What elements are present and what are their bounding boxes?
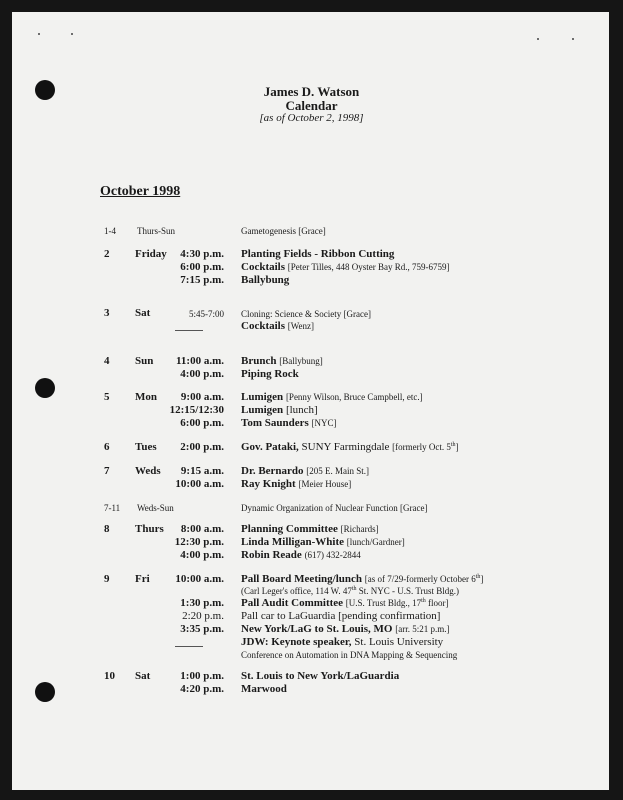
- entry-text: Planning Committee [Richards]: [241, 523, 379, 535]
- entry-text: Ballybung: [241, 274, 290, 286]
- entry-time: 9:00 a.m.: [180, 391, 224, 403]
- entry-text: Piping Rock: [241, 368, 299, 380]
- punch-hole: [35, 378, 55, 398]
- entry-text: Lumigen [Penny Wilson, Bruce Campbell, etc.]: [241, 391, 423, 403]
- entry-text: Linda Milligan-White [lunch/Gardner]: [241, 536, 405, 548]
- entry-day: Thurs-Sun: [137, 226, 175, 236]
- entry-date: 1-4: [104, 226, 116, 236]
- entry-day: Fri: [135, 573, 150, 585]
- entry-note: (Carl Leger's office, 114 W. 47th St. NYC - U.S. Trust Bldg.): [241, 586, 460, 596]
- entry-date: 2: [104, 248, 110, 260]
- entry-text: Dynamic Organization of Nuclear Function [Grace]: [241, 503, 428, 513]
- entry-text: Pall Board Meeting/lunch [as of 7/29-formerly October 6th]: [241, 573, 484, 585]
- entry-day: Sat: [135, 307, 151, 319]
- entry-date: 7: [104, 465, 110, 477]
- blank-line: [175, 330, 203, 331]
- entry-text: Cocktails [Peter Tilles, 448 Oyster Bay Rd., 759-6759]: [241, 261, 450, 273]
- entry-date: 10: [104, 670, 115, 682]
- entry-time: 12:30 p.m.: [174, 536, 224, 548]
- entry-time: 8:00 a.m.: [180, 523, 224, 535]
- entry-text: Gov. Pataki, SUNY Farmingdale [formerly Oct. 5th]: [241, 441, 459, 453]
- entry-time: 2:20 p.m.: [182, 610, 224, 622]
- entry-date: 7-11: [104, 503, 121, 513]
- header-asof: [as of October 2, 1998]: [259, 112, 364, 124]
- entry-text: Planting Fields - Ribbon Cutting: [241, 248, 395, 260]
- entry-time: 4:00 p.m.: [180, 549, 224, 561]
- entry-time: 3:35 p.m.: [180, 623, 224, 635]
- entry-time: 12:15/12:30: [169, 404, 224, 416]
- entry-text: JDW: Keynote speaker, St. Louis University: [241, 636, 444, 648]
- entry-text: Cocktails [Wenz]: [241, 320, 315, 332]
- blank-line: [175, 646, 203, 647]
- entry-time: 6:00 p.m.: [180, 261, 224, 273]
- header-title: Calendar: [285, 98, 338, 113]
- month-heading: October 1998: [100, 184, 181, 199]
- entry-day: Tues: [135, 441, 157, 453]
- entry-time: 7:15 p.m.: [180, 274, 224, 286]
- entry-day: Weds: [135, 465, 161, 477]
- entry-text: Tom Saunders [NYC]: [241, 417, 337, 429]
- entry-text: Pall Audit Committee [U.S. Trust Bldg., 17th floor]: [241, 597, 449, 609]
- entry-time: 4:00 p.m.: [180, 368, 224, 380]
- entry-date: 6: [104, 441, 110, 453]
- entry-text: Dr. Bernardo [205 E. Main St.]: [241, 465, 370, 477]
- entry-time: 6:00 p.m.: [180, 417, 224, 429]
- entry-date: 3: [104, 307, 110, 319]
- entry-text: Ray Knight [Meier House]: [241, 478, 352, 490]
- entry-day: Mon: [135, 391, 157, 403]
- entry-text: Marwood: [241, 683, 287, 695]
- entry-date: 9: [104, 573, 110, 585]
- entry-text: Pall car to LaGuardia [pending confirmation]: [241, 610, 441, 622]
- entry-time: 5:45-7:00: [189, 309, 224, 319]
- entry-day: Thurs: [135, 523, 164, 535]
- entry-date: 4: [104, 355, 110, 367]
- entry-text: St. Louis to New York/LaGuardia: [241, 670, 400, 682]
- entry-text: Brunch [Ballybung]: [241, 355, 323, 367]
- entry-text: Lumigen [lunch]: [241, 404, 318, 416]
- punch-hole: [35, 682, 55, 702]
- entry-time: 11:00 a.m.: [176, 355, 224, 367]
- entry-note: Conference on Automation in DNA Mapping & Sequencing: [241, 650, 458, 660]
- header-name: James D. Watson: [263, 84, 360, 99]
- entry-time: 10:00 a.m.: [175, 573, 224, 585]
- entry-time: 2:00 p.m.: [180, 441, 224, 453]
- entry-day: Sat: [135, 670, 151, 682]
- entry-text: Gametogenesis [Grace]: [241, 226, 326, 236]
- entry-time: 1:00 p.m.: [180, 670, 224, 682]
- entry-text: Robin Reade (617) 432-2844: [241, 549, 361, 561]
- entry-text: Cloning: Science & Society [Grace]: [241, 309, 371, 319]
- entry-time: 10:00 a.m.: [175, 478, 224, 490]
- entry-date: 8: [104, 523, 110, 535]
- entry-day: Sun: [135, 355, 154, 367]
- entry-time: 4:20 p.m.: [180, 683, 224, 695]
- entry-day: Friday: [135, 248, 167, 260]
- entry-text: New York/LaG to St. Louis, MO [arr. 5:21 p.m.]: [241, 623, 450, 635]
- entry-date: 5: [104, 391, 110, 403]
- entry-time: 4:30 p.m.: [180, 248, 224, 260]
- entry-time: 1:30 p.m.: [180, 597, 224, 609]
- entry-time: 9:15 a.m.: [180, 465, 224, 477]
- entry-day: Weds-Sun: [137, 503, 174, 513]
